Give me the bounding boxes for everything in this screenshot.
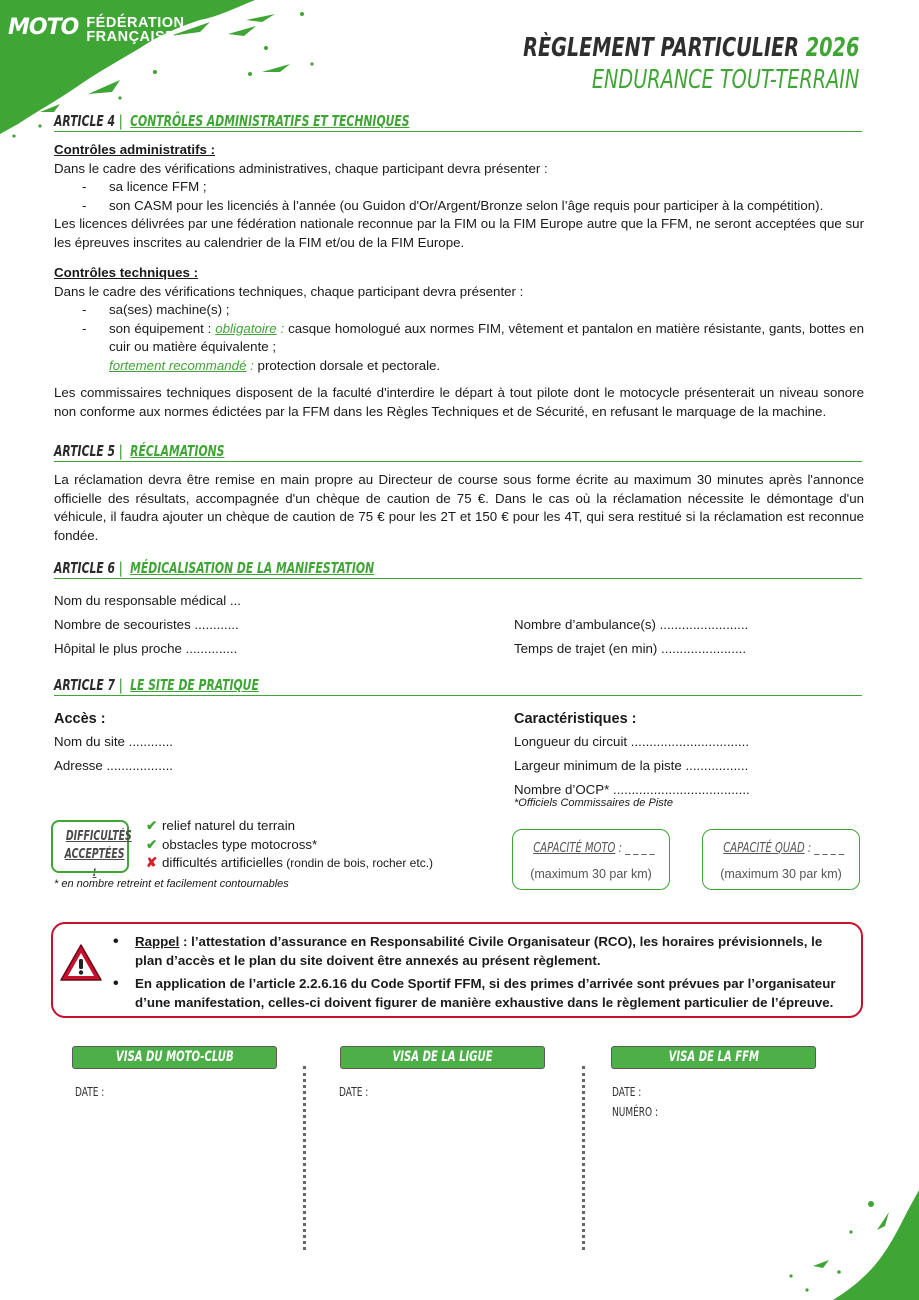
visa-ffm-header: VISA DE LA FFM (611, 1046, 816, 1069)
visa-moto-club-header: VISA DU MOTO-CLUB (72, 1046, 277, 1069)
ambulances-count-field[interactable]: Nombre d’ambulance(s) ........................ (514, 617, 749, 632)
ocp-count-field[interactable]: Nombre d’OCP* ..................................... (514, 782, 750, 797)
document-subtitle: ENDURANCE TOUT-TERRAIN (591, 65, 859, 95)
tech-noise-note: Les commissaires techniques disposent de la faculté d'interdire le départ à tout pilote dont le motocycle présenterait un niveau sonore non conforme aux normes édictées par la FFM dans les Règles Techniques et de Sécurité, en refusant le marquage de la machine. (54, 385, 864, 419)
recommended-label: fortement recommandé (109, 357, 247, 373)
quad-capacity-box[interactable]: CAPACITÉ QUAD : _ _ _ _ (maximum 30 par km) (702, 829, 860, 890)
visa-ligue-header: VISA DE LA LIGUE (340, 1046, 545, 1069)
difficulty-item: ✔ obstacles type motocross* (146, 836, 433, 855)
moto-capacity-box[interactable]: CAPACITÉ MOTO : _ _ _ _ (maximum 30 par km) (512, 829, 670, 890)
admin-item-casm: - son CASM pour les licenciés à l’année (ou Guidon d'Or/Argent/Bronze selon l’âge requis pour participer à la compétition). (54, 197, 864, 216)
circuit-length-field[interactable]: Longueur du circuit ................................ (514, 734, 750, 749)
article-6-heading: ARTICLE 6 | MÉDICALISATION DE LA MANIFESTATION (54, 559, 862, 579)
accepted-difficulties-badge: DIFFICULTÉS ACCEPTÉES : (51, 820, 129, 873)
reminder-item-rco: • Rappel : l’attestation d’assurance en Responsabilité Civile Organisateur (RCO), les horaires prévisionnels, le plan d’accès et le plan du site doivent être annexés au présent règlement. (135, 932, 853, 970)
nearest-hospital-field[interactable]: Hôpital le plus proche .............. (54, 641, 238, 656)
moto-capacity-max: (maximum 30 par km) (530, 866, 652, 881)
cross-icon: ✘ (146, 855, 158, 870)
visa-ffm-date-label: DATE : (612, 1084, 642, 1099)
reminder-list (135, 932, 853, 1016)
green-splash-decoration-bottom (749, 1190, 919, 1300)
visa-ligue-date-label: DATE : (339, 1084, 369, 1099)
admin-item-licence: - sa licence FFM ; (54, 178, 864, 197)
check-icon: ✔ (146, 836, 158, 852)
warning-icon (58, 942, 104, 984)
tech-controls-heading: Contrôles techniques : (54, 265, 199, 280)
difficulty-item: ✘ difficultés artificielles (rondin de bois, rocher etc.) (146, 854, 433, 873)
first-aiders-count-field[interactable]: Nombre de secouristes ............ (54, 617, 239, 632)
access-heading: Accès : (54, 711, 106, 727)
title-year: 2026 (805, 33, 859, 63)
article-7-heading: ARTICLE 7 | LE SITE DE PRATIQUE (54, 676, 862, 696)
article-5-text: La réclamation devra être remise en main propre au Directeur de course sous forme écrite au maximum 30 minutes après l'annonce officielle des résultats, accompagnée d'un chèque de caution de 75 €. Dans le cas où la réclamation nécessite le démontage d'un véhicule, il faudra ajouter un chèque de caution de 75 € pour les 2T et 150 € pour les 4T, qui sera restitué si la réclamation est reconnue fondée. (54, 472, 864, 543)
visa-divider (582, 1066, 585, 1250)
article-4-tech-section (54, 264, 864, 375)
track-width-field[interactable]: Largeur minimum de la piste ................. (514, 758, 749, 773)
article-4-heading: ARTICLE 4 | CONTRÔLES ADMINISTRATIFS ET TECHNIQUES (54, 112, 862, 132)
ffm-logo (8, 16, 185, 44)
visa-divider (303, 1066, 306, 1250)
tech-item-recommended: fortement recommandé : protection dorsale et pectorale. (109, 357, 441, 373)
mandatory-label: obligatoire (215, 320, 277, 336)
visa-club-date-label: DATE : (75, 1084, 105, 1099)
article-5-heading: ARTICLE 5 | RÉCLAMATIONS (54, 442, 862, 462)
reminder-item-prizes: • En application de l’article 2.2.6.16 du Code Sportif FFM, si des primes d’arrivée sont prévues par l’organisateur d’une manifestation, celles-ci doivent figurer de manière exhaustive dans le règlement particulier de l’épreuve. (135, 974, 853, 1012)
travel-time-field[interactable]: Temps de trajet (en min) ....................... (514, 641, 747, 656)
site-address-field[interactable]: Adresse .................. (54, 758, 173, 773)
check-icon: ✔ (146, 818, 158, 833)
ocp-footnote: *Officiels Commissaires de Piste (514, 797, 673, 809)
document-title (523, 32, 859, 96)
admin-licences-note: Les licences délivrées par une fédération nationale reconnue par la FIM ou la FIM Europe autre que la FFM, ne seront acceptées que sur les épreuves inscrites au calendrier de la FIM et/ou de la FIM Europe. (54, 216, 864, 250)
reminder-alert-box (51, 922, 863, 1018)
tech-item-machine: - sa(ses) machine(s) ; (54, 301, 864, 320)
logo-moto-text: MOTO (8, 15, 79, 40)
logo-federation-text: FÉDÉRATION FRANÇAISE (86, 15, 185, 45)
tech-controls-intro: Dans le cadre des vérifications techniques, chaque participant devra présenter : (54, 283, 524, 299)
title-prefix: RÈGLEMENT PARTICULIER (522, 33, 799, 63)
visa-ffm-number-label: NUMÉRO : (612, 1104, 659, 1119)
difficulties-list (146, 817, 433, 873)
difficulties-footnote: * en nombre retreint et facilement contournables (54, 878, 289, 890)
difficulty-item: ✔ relief naturel du terrain (146, 817, 433, 836)
admin-controls-heading: Contrôles administratifs : (54, 142, 216, 157)
admin-controls-intro: Dans le cadre des vérifications administratives, chaque participant devra présenter : (54, 160, 548, 176)
quad-capacity-max: (maximum 30 par km) (720, 866, 842, 881)
site-name-field[interactable]: Nom du site ............ (54, 734, 173, 749)
medical-responsible-field[interactable]: Nom du responsable médical ... (54, 593, 241, 608)
tech-item-equipment: - son équipement : obligatoire : casque homologué aux normes FIM, vêtement et pantalon en matière résistante, gants, bottes en cuir ou matière équivalente ; (54, 320, 864, 357)
characteristics-heading: Caractéristiques : (514, 711, 637, 727)
article-4-admin-section (54, 141, 864, 252)
